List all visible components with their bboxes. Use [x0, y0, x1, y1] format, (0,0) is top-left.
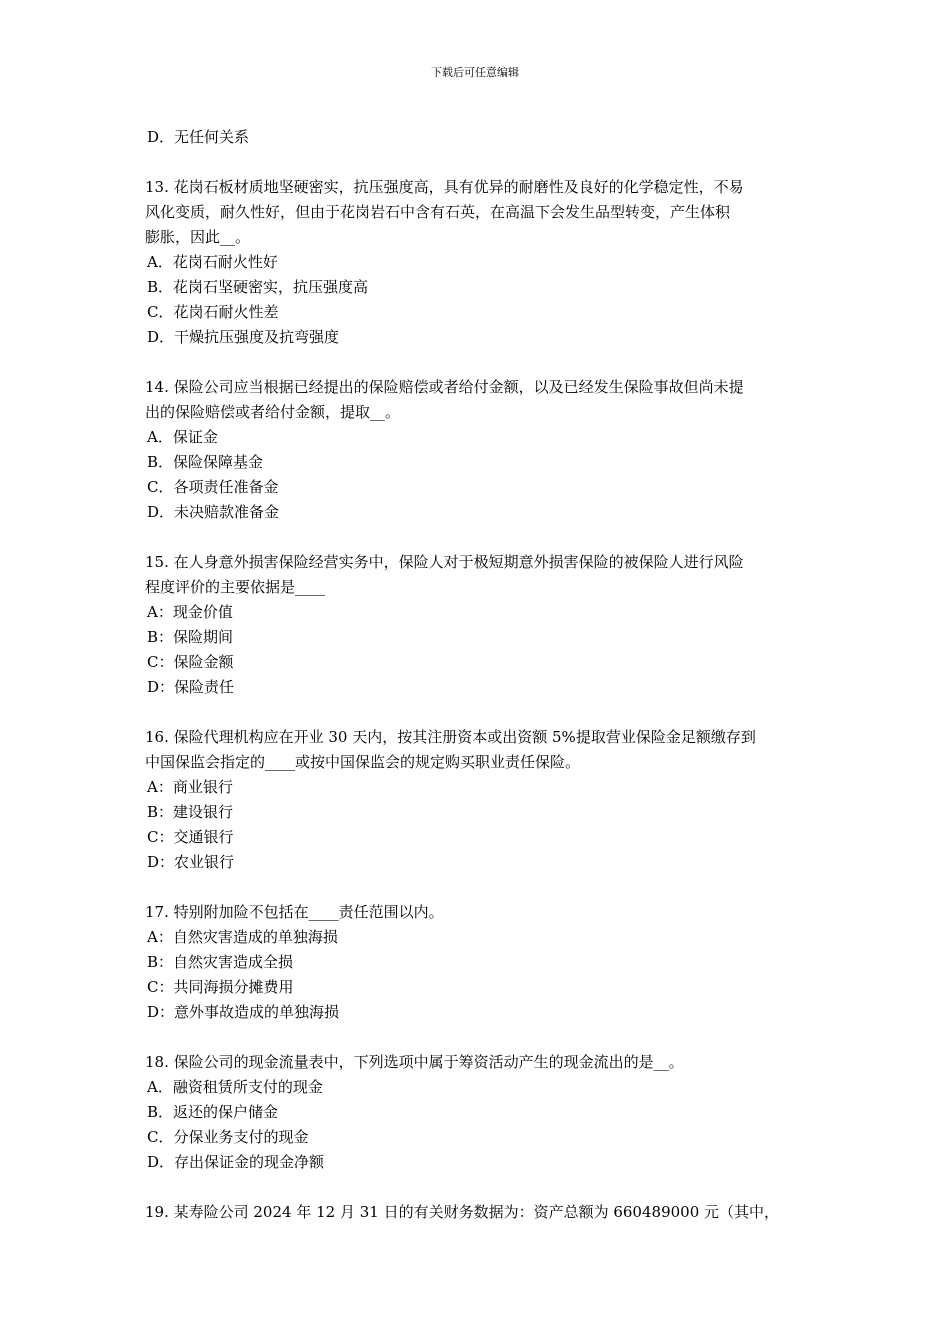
question-stem-line: 15. 在人身意外损害保险经营实务中，保险人对于极短期意外损害保险的被保险人进行风险 [145, 553, 744, 571]
answer-option: A．花岗石耐火性好 [147, 253, 278, 271]
question-stem-line: 出的保险赔偿或者给付金额，提取__。 [145, 403, 401, 421]
question-block [145, 375, 810, 525]
page-header: 下载后可任意编辑 [431, 66, 519, 79]
answer-option: D：保险责任 [147, 678, 235, 696]
answer-option: D．存出保证金的现金净额 [147, 1153, 325, 1171]
answer-option: D．未决赔款准备金 [147, 503, 280, 521]
answer-option: D：意外事故造成的单独海损 [147, 1003, 340, 1021]
answer-option: B．保险保障基金 [147, 453, 264, 471]
question-block [145, 1200, 810, 1225]
question-stem-line: 19. 某寿险公司 2024 年 12 月 31 日的有关财务数据为：资产总额为 660489000 元（其中， [145, 1203, 780, 1221]
question-block [145, 1050, 810, 1175]
answer-option: A．融资租赁所支付的现金 [147, 1078, 323, 1096]
answer-option: B：自然灾害造成全损 [147, 953, 294, 971]
question-stem-line: 程度评价的主要依据是____ [145, 578, 326, 596]
question-stem-line: 14. 保险公司应当根据已经提出的保险赔偿或者给付金额，以及已经发生保险事故但尚未提 [145, 378, 744, 396]
question-stem-line: 18. 保险公司的现金流量表中，下列选项中属于筹资活动产生的现金流出的是__。 [145, 1053, 684, 1071]
leading-option: D．无任何关系 [147, 128, 250, 146]
answer-option: A：自然灾害造成的单独海损 [147, 928, 338, 946]
answer-option: C：交通银行 [147, 828, 234, 846]
question-block [145, 550, 810, 700]
question-stem-line: 膨胀，因此__。 [145, 228, 251, 246]
answer-option: C：保险金额 [147, 653, 234, 671]
answer-option: B．花岗石坚硬密实，抗压强度高 [147, 278, 369, 296]
answer-option: B．返还的保户储金 [147, 1103, 279, 1121]
question-stem-line: 16. 保险代理机构应在开业 30 天内，按其注册资本或出资额 5%提取营业保险金足额缴存到 [145, 728, 756, 746]
answer-option: B：保险期间 [147, 628, 234, 646]
question-block [145, 175, 810, 350]
question-block [145, 725, 810, 875]
question-stem-line: 17. 特别附加险不包括在____责任范围以内。 [145, 903, 444, 921]
question-stem-line: 风化变质，耐久性好，但由于花岗岩石中含有石英，在高温下会发生品型转变，产生体积 [145, 203, 731, 221]
answer-option: D：农业银行 [147, 853, 235, 871]
answer-option: A．保证金 [147, 428, 218, 446]
answer-option: C．各项责任准备金 [147, 478, 279, 496]
question-stem-line: 13. 花岗石板材质地坚硬密实，抗压强度高，具有优异的耐磨性及良好的化学稳定性，不易 [145, 178, 744, 196]
question-block [145, 900, 810, 1025]
answer-option: C：共同海损分摊费用 [147, 978, 294, 996]
answer-option: D．干燥抗压强度及抗弯强度 [147, 328, 340, 346]
document-body [145, 125, 810, 1225]
answer-option: C．分保业务支付的现金 [147, 1128, 309, 1146]
answer-option: A：商业银行 [147, 778, 233, 796]
answer-option: A：现金价值 [147, 603, 233, 621]
answer-option: C．花岗石耐火性差 [147, 303, 279, 321]
question-stem-line: 中国保监会指定的____或按中国保监会的规定购买职业责任保险。 [145, 753, 581, 771]
question-list [145, 175, 810, 1225]
answer-option: B：建设银行 [147, 803, 234, 821]
